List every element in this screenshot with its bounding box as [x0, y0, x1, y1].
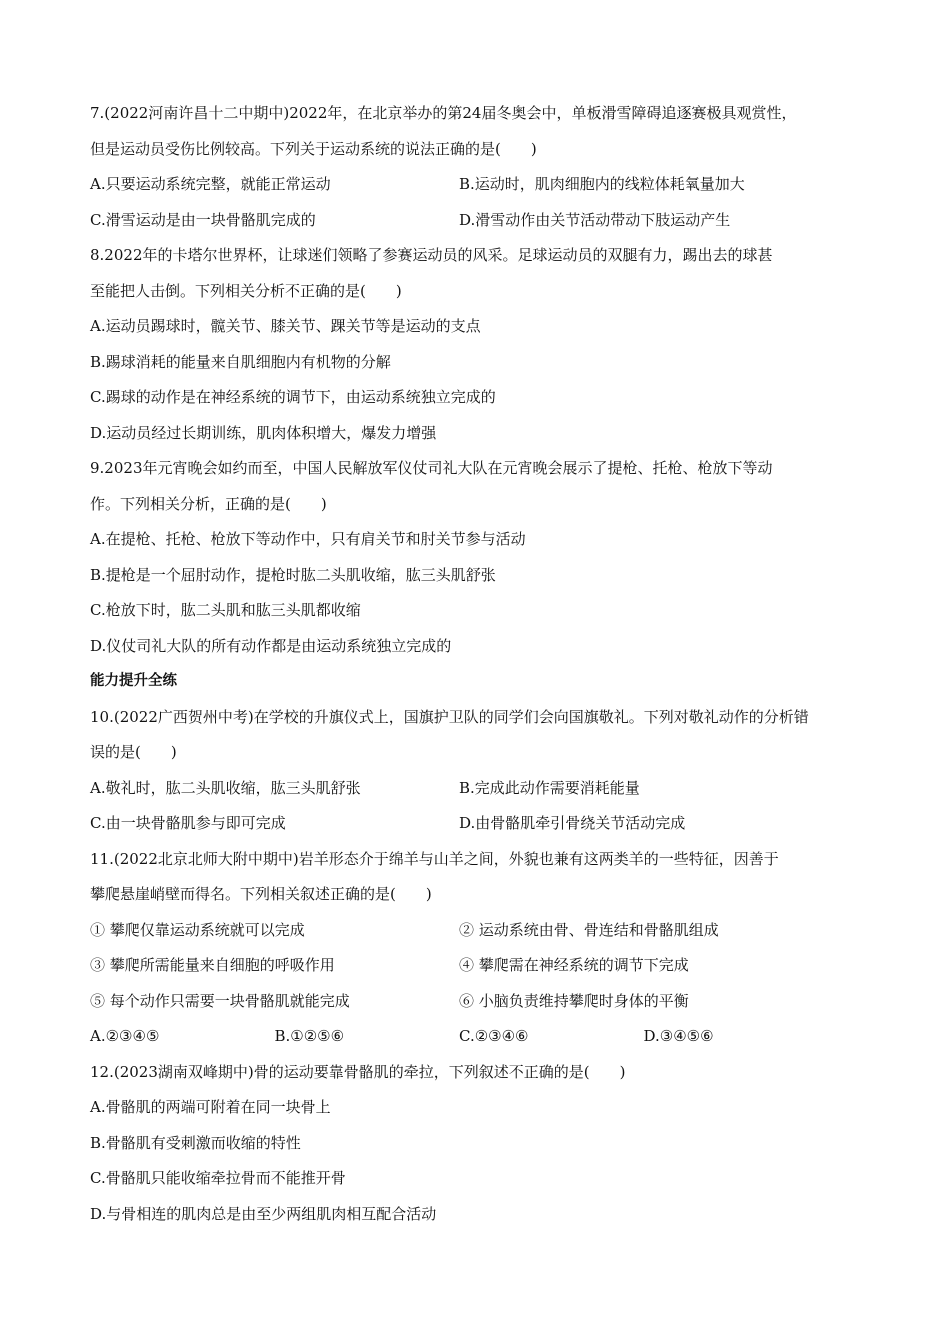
question-11-stem-line-2: 攀爬悬崖峭壁而得名。下列相关叙述正确的是( ) [90, 885, 432, 903]
question-10-stem-line-2: 误的是( ) [90, 743, 177, 761]
question-11-statements-row-3 [90, 984, 880, 1020]
question-11-statement-1: ① 攀爬仅靠运动系统就可以完成 [90, 920, 305, 939]
question-7-option-c: C.滑雪运动是由一块骨骼肌完成的 [90, 210, 316, 229]
question-12-stem-line-1: 12.(2023湖南双峰期中)骨的运动要靠骨骼肌的牵拉，下列叙述不正确的是( ) [90, 1062, 626, 1081]
question-11-options-row [90, 1019, 880, 1055]
question-11-stem-line-1: 11.(2022北京北师大附中期中)岩羊形态介于绵羊与山羊之间，外貌也兼有这两类羊的一些特征，因善于 [90, 849, 779, 868]
question-9-stem-line-2: 作。下列相关分析，正确的是( ) [90, 494, 327, 513]
question-7-option-d: D.滑雪动作由关节活动带动下肢运动产生 [459, 210, 731, 229]
question-8 [90, 238, 880, 451]
section-title: 能力提升全练 [90, 673, 177, 689]
question-11-option-d: D.③④⑤⑥ [643, 1027, 714, 1045]
question-11 [90, 842, 880, 1055]
question-11-statement-4: ④ 攀爬需在神经系统的调节下完成 [459, 956, 689, 974]
question-11-option-b: B.①②⑤⑥ [274, 1027, 345, 1045]
question-9-option-a: A.在提枪、托枪、枪放下等动作中，只有肩关节和肘关节参与活动 [90, 530, 526, 548]
question-7-stem-line-1: 7.(2022河南许昌十二中期中)2022年，在北京举办的第24届冬奥会中，单板滑雪障碍追逐赛极具观赏性， [90, 104, 797, 122]
question-7-option-a: A.只要运动系统完整，就能正常运动 [90, 175, 331, 193]
question-10-stem-line-1: 10.(2022广西贺州中考)在学校的升旗仪式上，国旗护卫队的同学们会向国旗敬礼。下列对敬礼动作的分析错 [90, 707, 809, 726]
question-9-option-b: B.提枪是一个屈肘动作，提枪时肱二头肌收缩，肱三头肌舒张 [90, 565, 496, 584]
worksheet-page [90, 96, 880, 1232]
question-10-option-b: B.完成此动作需要消耗能量 [459, 778, 640, 797]
question-9-option-d: D.仪仗司礼大队的所有动作都是由运动系统独立完成的 [90, 636, 452, 655]
question-12-option-c: C.骨骼肌只能收缩牵拉骨而不能推开骨 [90, 1169, 346, 1187]
question-10-option-a: A.敬礼时，肱二头肌收缩，肱三头肌舒张 [90, 778, 361, 797]
question-10-option-d: D.由骨骼肌牵引骨绕关节活动完成 [459, 814, 686, 832]
question-7-stem-line-2: 但是运动员受伤比例较高。下列关于运动系统的说法正确的是( ) [90, 139, 537, 158]
question-7 [90, 96, 880, 238]
question-9 [90, 451, 880, 664]
question-12-option-a: A.骨骼肌的两端可附着在同一块骨上 [90, 1098, 331, 1116]
question-11-statement-2: ② 运动系统由骨、骨连结和骨骼肌组成 [459, 920, 719, 939]
question-9-stem-line-1: 9.2023年元宵晚会如约而至，中国人民解放军仪仗司礼大队在元宵晚会展示了提枪、托枪、枪放下等动 [90, 459, 773, 477]
question-10 [90, 700, 880, 842]
question-11-option-a: A.②③④⑤ [90, 1027, 160, 1045]
question-7-option-b: B.运动时，肌肉细胞内的线粒体耗氧量加大 [459, 175, 745, 193]
question-8-stem-line-1: 8.2022年的卡塔尔世界杯，让球迷们领略了参赛运动员的风采。足球运动员的双腿有力，踢出去的球甚 [90, 246, 773, 264]
question-8-stem-line-2: 至能把人击倒。下列相关分析不正确的是( ) [90, 281, 402, 300]
question-8-option-c: C.踢球的动作是在神经系统的调节下，由运动系统独立完成的 [90, 388, 496, 406]
question-10-options-row-1 [90, 771, 880, 807]
question-11-statement-6: ⑥ 小脑负责维持攀爬时身体的平衡 [459, 991, 689, 1010]
question-12-option-b: B.骨骼肌有受刺激而收缩的特性 [90, 1133, 301, 1152]
question-11-option-c: C.②③④⑥ [459, 1027, 529, 1045]
question-10-options-row-2 [90, 806, 880, 842]
question-7-options-row-1 [90, 167, 880, 203]
question-11-statements-row-2 [90, 948, 880, 984]
question-8-option-d: D.运动员经过长期训练，肌肉体积增大，爆发力增强 [90, 423, 437, 442]
question-9-option-c: C.枪放下时，肱二头肌和肱三头肌都收缩 [90, 601, 361, 619]
question-8-option-b: B.踢球消耗的能量来自肌细胞内有机物的分解 [90, 352, 391, 371]
question-11-statements-row-1 [90, 913, 880, 949]
question-12 [90, 1055, 880, 1233]
question-8-option-a: A.运动员踢球时，髋关节、膝关节、踝关节等是运动的支点 [90, 317, 481, 335]
question-11-statement-5: ⑤ 每个动作只需要一块骨骼肌就能完成 [90, 991, 350, 1010]
question-7-options-row-2 [90, 203, 880, 239]
question-12-option-d: D.与骨相连的肌肉总是由至少两组肌肉相互配合活动 [90, 1204, 437, 1223]
question-11-statement-3: ③ 攀爬所需能量来自细胞的呼吸作用 [90, 956, 335, 974]
question-10-option-c: C.由一块骨骼肌参与即可完成 [90, 814, 286, 832]
